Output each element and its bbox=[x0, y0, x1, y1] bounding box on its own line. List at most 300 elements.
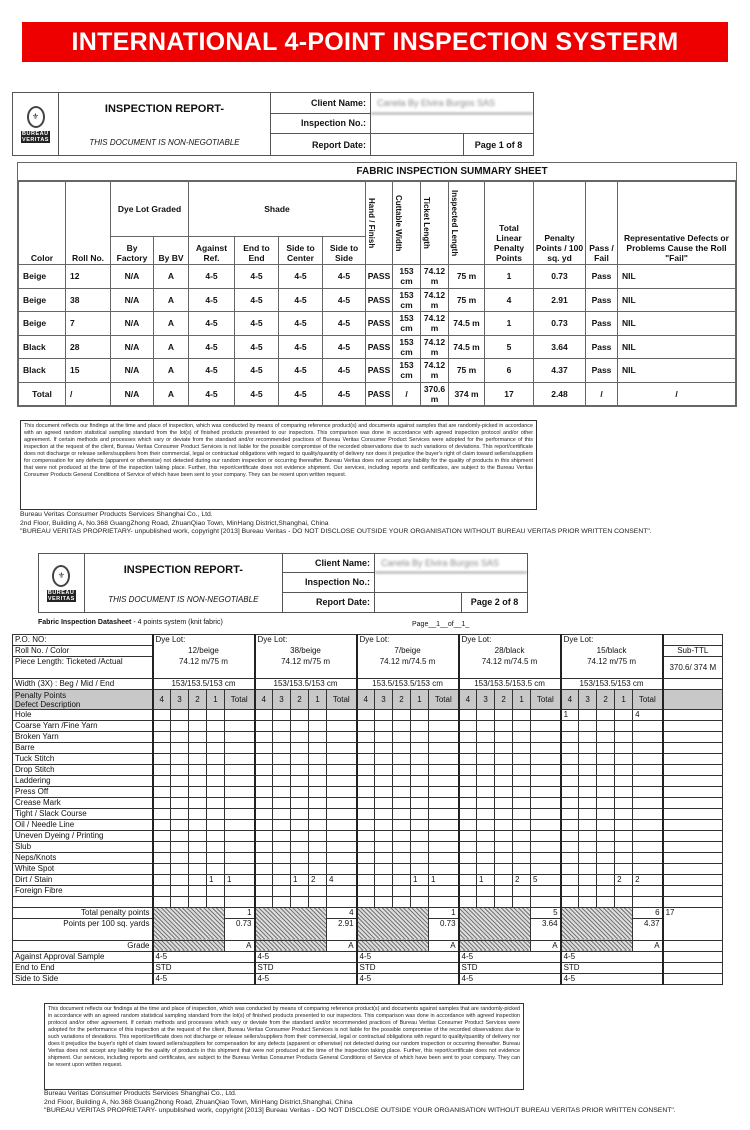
defect-cell bbox=[255, 765, 273, 776]
defect-cell bbox=[153, 886, 171, 897]
defect-row bbox=[13, 864, 723, 875]
defect-cell bbox=[459, 864, 477, 875]
defect-cell bbox=[477, 842, 495, 853]
hatched-cell bbox=[357, 907, 429, 940]
defect-cell bbox=[375, 798, 393, 809]
summary-cell-factory: N/A bbox=[111, 335, 154, 359]
blank-cell bbox=[663, 743, 723, 754]
defect-cell bbox=[429, 776, 459, 787]
defect-cell bbox=[291, 743, 309, 754]
defect-cell bbox=[273, 820, 291, 831]
defect-cell bbox=[393, 732, 411, 743]
defect-name: Slub bbox=[13, 842, 153, 853]
defect-cell bbox=[375, 886, 393, 897]
defect-cell bbox=[411, 721, 429, 732]
lot-against: 4-5 bbox=[255, 951, 357, 962]
defect-cell: 1 bbox=[411, 875, 429, 886]
defect-name: Hole bbox=[13, 710, 153, 721]
defect-cell bbox=[531, 776, 561, 787]
lot-piece-length: 74.12 m/75 m bbox=[153, 657, 255, 679]
points-header-total: Total bbox=[531, 690, 561, 710]
defect-cell bbox=[597, 776, 615, 787]
summary-cell-ss: 4-5 bbox=[323, 335, 366, 359]
defect-cell bbox=[411, 809, 429, 820]
defect-cell bbox=[357, 798, 375, 809]
defect-cell bbox=[291, 864, 309, 875]
report-date-value bbox=[371, 134, 463, 155]
lot-roll-color: 38/beige bbox=[255, 646, 357, 657]
defect-cell bbox=[309, 787, 327, 798]
inspection-no-label: Inspection No.: bbox=[271, 114, 371, 135]
defect-cell bbox=[579, 897, 597, 908]
defect-name: Neps/Knots bbox=[13, 853, 153, 864]
defect-cell bbox=[513, 776, 531, 787]
points-header-total: Total bbox=[225, 690, 255, 710]
defect-cell bbox=[189, 875, 207, 886]
defect-cell: 4 bbox=[633, 710, 663, 721]
defect-cell bbox=[429, 754, 459, 765]
col-representative-defects: Representative Defects or Problems Cause the Roll "Fail" bbox=[618, 182, 736, 265]
lot-end-to-end: STD bbox=[357, 962, 459, 973]
defect-cell bbox=[411, 787, 429, 798]
defect-cell bbox=[225, 831, 255, 842]
client-name-label: Client Name: bbox=[271, 93, 371, 114]
summary-cell-ee: 4-5 bbox=[235, 265, 279, 289]
defect-cell bbox=[273, 875, 291, 886]
col-color: Color bbox=[19, 182, 66, 265]
width-label: Width (3X) : Beg / Mid / End bbox=[13, 679, 153, 690]
defect-cell bbox=[207, 776, 225, 787]
summary-cell-ref: 4-5 bbox=[189, 382, 235, 406]
defect-cell bbox=[633, 842, 663, 853]
report-header-2 bbox=[38, 553, 528, 613]
defect-cell bbox=[393, 710, 411, 721]
defect-cell bbox=[357, 853, 375, 864]
defect-cell bbox=[597, 787, 615, 798]
defect-cell bbox=[579, 831, 597, 842]
summary-row bbox=[19, 335, 736, 359]
defect-cell bbox=[255, 875, 273, 886]
defect-cell bbox=[207, 886, 225, 897]
defect-cell bbox=[327, 897, 357, 908]
col-inspected-length: Inspected Length bbox=[449, 182, 485, 265]
defect-cell bbox=[531, 710, 561, 721]
defect-cell bbox=[393, 754, 411, 765]
hatched-cell bbox=[153, 907, 225, 940]
blank-cell bbox=[663, 897, 723, 908]
summary-cell-ppy: 0.73 bbox=[534, 265, 586, 289]
defect-cell bbox=[495, 831, 513, 842]
summary-cell-color: Black bbox=[19, 335, 66, 359]
defect-cell bbox=[393, 886, 411, 897]
blank-cell bbox=[663, 820, 723, 831]
col-hand-finish: Hand / Finish bbox=[366, 182, 393, 265]
defect-cell bbox=[393, 875, 411, 886]
summary-cell-width: 153 cm bbox=[393, 288, 421, 312]
lot-width: 153/153.5/153 cm bbox=[561, 679, 663, 690]
defect-cell bbox=[357, 754, 375, 765]
blank-cell bbox=[663, 776, 723, 787]
summary-cell-width: 153 cm bbox=[393, 359, 421, 383]
defect-cell bbox=[291, 754, 309, 765]
defect-cell bbox=[153, 776, 171, 787]
defect-cell bbox=[429, 864, 459, 875]
defect-cell bbox=[495, 754, 513, 765]
defect-cell bbox=[513, 798, 531, 809]
lot-piece-length: 74.12 m/75 m bbox=[255, 657, 357, 679]
defect-cell bbox=[633, 765, 663, 776]
blank-cell bbox=[663, 754, 723, 765]
blank-cell bbox=[663, 787, 723, 798]
defect-cell bbox=[291, 776, 309, 787]
points-header-3: 3 bbox=[477, 690, 495, 710]
defect-cell bbox=[273, 831, 291, 842]
defect-name bbox=[13, 897, 153, 908]
defect-cell bbox=[633, 886, 663, 897]
summary-cell-ref: 4-5 bbox=[189, 312, 235, 336]
defect-cell bbox=[225, 897, 255, 908]
defect-cell bbox=[357, 897, 375, 908]
defect-cell bbox=[429, 743, 459, 754]
defect-cell bbox=[531, 820, 561, 831]
report-date-label: Report Date: bbox=[283, 593, 375, 612]
defect-cell bbox=[429, 897, 459, 908]
defect-cell bbox=[375, 864, 393, 875]
summary-cell-insp: 74.5 m bbox=[449, 335, 485, 359]
defect-cell bbox=[561, 820, 579, 831]
summary-cell-pf: Pass bbox=[586, 335, 618, 359]
defect-cell bbox=[459, 798, 477, 809]
defect-cell bbox=[357, 721, 375, 732]
defect-cell bbox=[429, 710, 459, 721]
defect-cell bbox=[597, 820, 615, 831]
defect-cell bbox=[309, 842, 327, 853]
defect-cell bbox=[561, 798, 579, 809]
defect-cell bbox=[429, 798, 459, 809]
defect-cell bbox=[327, 886, 357, 897]
dye-lot-label: Dye Lot: bbox=[357, 635, 459, 646]
lot-width: 153.5/153.5/153 cm bbox=[357, 679, 459, 690]
defect-cell bbox=[291, 831, 309, 842]
company-address: 2nd Floor, Building A, No.368 GuangZhong Road, ZhuanQiao Town, MinHang District,Shanghai, China bbox=[44, 1098, 353, 1106]
defect-cell bbox=[495, 721, 513, 732]
blank-cell bbox=[663, 875, 723, 886]
summary-cell-sc: 4-5 bbox=[279, 359, 323, 383]
defect-cell bbox=[171, 787, 189, 798]
summary-cell-def: / bbox=[618, 382, 736, 406]
defect-cell bbox=[171, 732, 189, 743]
datasheet-page: Page__1__of__1_ bbox=[412, 621, 470, 628]
defect-row bbox=[13, 820, 723, 831]
lot-against: 4-5 bbox=[357, 951, 459, 962]
defect-name: Barre bbox=[13, 743, 153, 754]
blank-cell bbox=[663, 973, 723, 984]
defect-cell bbox=[309, 721, 327, 732]
report-info-grid bbox=[271, 93, 533, 155]
defect-cell bbox=[225, 787, 255, 798]
defect-cell bbox=[309, 754, 327, 765]
client-name-value: Canela By Elvira Burgos SAS bbox=[371, 93, 533, 114]
defect-cell bbox=[633, 743, 663, 754]
summary-cell-factory: N/A bbox=[111, 359, 154, 383]
defect-cell bbox=[513, 831, 531, 842]
defect-cell bbox=[459, 809, 477, 820]
defect-cell bbox=[393, 721, 411, 732]
defect-cell bbox=[291, 809, 309, 820]
summary-cell-pf: Pass bbox=[586, 359, 618, 383]
defect-cell bbox=[615, 864, 633, 875]
defect-cell bbox=[327, 765, 357, 776]
defect-cell bbox=[513, 864, 531, 875]
summary-cell-ss: 4-5 bbox=[323, 288, 366, 312]
defect-cell bbox=[429, 765, 459, 776]
defect-cell bbox=[255, 820, 273, 831]
points-header-2: 2 bbox=[291, 690, 309, 710]
piece-length-label: Piece Length: Ticketed /Actual bbox=[13, 657, 153, 679]
defect-cell bbox=[393, 820, 411, 831]
defect-cell bbox=[495, 886, 513, 897]
lot-side-to-side: 4-5 bbox=[153, 973, 255, 984]
defect-cell bbox=[375, 776, 393, 787]
summary-cell-ee: 4-5 bbox=[235, 312, 279, 336]
lot-against: 4-5 bbox=[459, 951, 561, 962]
defect-cell bbox=[477, 776, 495, 787]
defect-cell bbox=[495, 897, 513, 908]
blank-cell bbox=[663, 886, 723, 897]
defect-row bbox=[13, 897, 723, 908]
points-header-total: Total bbox=[429, 690, 459, 710]
defect-cell bbox=[327, 842, 357, 853]
defect-cell bbox=[597, 864, 615, 875]
defect-cell bbox=[633, 754, 663, 765]
defect-cell bbox=[309, 820, 327, 831]
page-number: Page 2 of 8 bbox=[461, 593, 527, 612]
summary-cell-pf: Pass bbox=[586, 312, 618, 336]
summary-cell-ticket: 74.12 m bbox=[421, 359, 449, 383]
defect-cell bbox=[225, 721, 255, 732]
defect-name: Press Off bbox=[13, 787, 153, 798]
defect-cell: 1 bbox=[561, 710, 579, 721]
defect-row bbox=[13, 886, 723, 897]
points-header-1: 1 bbox=[411, 690, 429, 710]
defect-cell bbox=[153, 897, 171, 908]
defect-cell bbox=[633, 853, 663, 864]
defect-cell bbox=[153, 864, 171, 875]
defect-cell bbox=[357, 842, 375, 853]
lot-end-to-end: STD bbox=[459, 962, 561, 973]
defect-cell bbox=[477, 787, 495, 798]
defect-cell bbox=[189, 831, 207, 842]
lot-piece-length: 74.12 m/75 m bbox=[561, 657, 663, 679]
points-per-100-label: Points per 100 sq. yards bbox=[13, 918, 153, 940]
penalty-defect-header: Penalty Points Defect Description bbox=[13, 690, 153, 710]
grade-label: Grade bbox=[13, 940, 153, 951]
defect-cell bbox=[189, 820, 207, 831]
page-number: Page 1 of 8 bbox=[463, 134, 533, 155]
col-against-ref: Against Ref. bbox=[189, 236, 235, 265]
defect-cell bbox=[411, 710, 429, 721]
defect-cell bbox=[291, 732, 309, 743]
company-name: Bureau Veritas Consumer Products Services Shanghai Co., Ltd. bbox=[44, 1090, 237, 1097]
defect-cell bbox=[255, 864, 273, 875]
defect-cell bbox=[579, 787, 597, 798]
summary-cell-ticket: 74.12 m bbox=[421, 312, 449, 336]
summary-cell-insp: 374 m bbox=[449, 382, 485, 406]
defect-cell bbox=[171, 798, 189, 809]
defect-cell bbox=[189, 842, 207, 853]
lot-end-to-end: STD bbox=[255, 962, 357, 973]
defect-row bbox=[13, 776, 723, 787]
defect-cell bbox=[309, 776, 327, 787]
blank-cell bbox=[663, 765, 723, 776]
defect-cell bbox=[459, 831, 477, 842]
defect-cell bbox=[429, 886, 459, 897]
blank-cell bbox=[663, 940, 723, 951]
defect-cell bbox=[375, 875, 393, 886]
defect-cell bbox=[429, 787, 459, 798]
lot-width: 153/153.5/153.5 cm bbox=[459, 679, 561, 690]
fabric-inspection-summary bbox=[17, 162, 737, 407]
client-name-value: Canela By Elvira Burgos SAS bbox=[375, 554, 527, 573]
defect-cell bbox=[477, 798, 495, 809]
defect-cell bbox=[327, 710, 357, 721]
defect-cell bbox=[225, 776, 255, 787]
defect-cell bbox=[615, 765, 633, 776]
defect-cell bbox=[561, 721, 579, 732]
defect-cell bbox=[459, 842, 477, 853]
defect-cell bbox=[561, 831, 579, 842]
summary-cell-ss: 4-5 bbox=[323, 359, 366, 383]
defect-cell bbox=[375, 853, 393, 864]
defect-cell bbox=[561, 897, 579, 908]
defect-cell bbox=[171, 809, 189, 820]
defect-cell bbox=[411, 743, 429, 754]
report-subtitle: THIS DOCUMENT IS NON-NEGOTIABLE bbox=[89, 138, 240, 147]
defect-cell bbox=[615, 831, 633, 842]
defect-cell bbox=[393, 831, 411, 842]
defect-cell bbox=[225, 853, 255, 864]
report-subtitle: THIS DOCUMENT IS NON-NEGOTIABLE bbox=[108, 595, 259, 604]
defect-cell bbox=[171, 743, 189, 754]
defect-cell: 1 bbox=[291, 875, 309, 886]
defect-cell bbox=[273, 721, 291, 732]
defect-row bbox=[13, 831, 723, 842]
defect-cell bbox=[411, 831, 429, 842]
summary-cell-ee: 4-5 bbox=[235, 359, 279, 383]
defect-cell bbox=[615, 743, 633, 754]
summary-cell-sc: 4-5 bbox=[279, 312, 323, 336]
defect-cell bbox=[255, 897, 273, 908]
defect-cell bbox=[579, 864, 597, 875]
summary-cell-hand: PASS bbox=[366, 288, 393, 312]
disclaimer-box-2: This document reflects our findings at the time and place of inspection, which was conducted by means of comparing reference product(s) and documents against samples that are randomly-picked in accordance with an agreed random statistical sampling standard from the lot(s) of finished products presented to our inspectors. This comparison was done in accordance with agreed inspection protocol and/or other agreement. If certain methods and processes which vary or deviate from the standard and/or recommended practices of Bureau Veritas Consumer Product Services were adopted for the performance of this inspection at the request of the client, Bureau Veritas Consumer Product Services is not liable for the possible compromise of the recorded observations due to such variations of deviations. This report/certificate does not discharge or release sellers/suppliers from their commercial, legal or contractual obligations with regard to quality/quantity of delivery nor does it prejudice the buyer's right of claim toward sellers/suppliers for compensation for any defects (apparent or otherwise) not detected during our random inspection or occurring thereafter. Bureau Veritas does not accept any liability for the quality of products in this shipment that were not produced at the time of the inspection taking place. Further, this report/certificate does not evidence shipment. Our services, including reports and certificates, are subject to the Bureau Veritas Consumer Products General Conditions of Service of which have been sent to your company. They can be resent upon written request. bbox=[44, 1003, 524, 1090]
defect-cell bbox=[393, 809, 411, 820]
logo-wordmark: BUREAU VERITAS bbox=[22, 130, 49, 143]
lot-grade: A bbox=[327, 940, 357, 951]
defect-cell bbox=[309, 710, 327, 721]
defect-cell bbox=[411, 765, 429, 776]
lot-grade: A bbox=[429, 940, 459, 951]
defect-cell bbox=[513, 765, 531, 776]
defect-cell bbox=[255, 732, 273, 743]
defect-cell bbox=[597, 743, 615, 754]
summary-cell-ee: 4-5 bbox=[235, 288, 279, 312]
blank-cell bbox=[663, 710, 723, 721]
defect-cell bbox=[255, 853, 273, 864]
defect-cell bbox=[531, 765, 561, 776]
defect-cell bbox=[327, 820, 357, 831]
defect-cell bbox=[255, 809, 273, 820]
defect-cell bbox=[429, 820, 459, 831]
defect-cell bbox=[327, 732, 357, 743]
defect-cell bbox=[327, 754, 357, 765]
defect-cell bbox=[327, 743, 357, 754]
defect-cell bbox=[597, 732, 615, 743]
defect-cell bbox=[171, 831, 189, 842]
defect-cell: 1 bbox=[207, 875, 225, 886]
lot-against: 4-5 bbox=[153, 951, 255, 962]
defect-cell bbox=[411, 754, 429, 765]
defect-cell bbox=[393, 842, 411, 853]
summary-cell-bv: A bbox=[154, 335, 189, 359]
defect-cell bbox=[189, 798, 207, 809]
defect-cell bbox=[597, 809, 615, 820]
datasheet-table bbox=[12, 634, 723, 985]
summary-cell-def: NIL bbox=[618, 359, 736, 383]
end-to-end-label: End to End bbox=[13, 962, 153, 973]
defect-cell bbox=[411, 842, 429, 853]
summary-cell-insp: 74.5 m bbox=[449, 312, 485, 336]
defect-row bbox=[13, 765, 723, 776]
summary-row bbox=[19, 359, 736, 383]
defect-cell bbox=[171, 820, 189, 831]
defect-cell bbox=[189, 710, 207, 721]
defect-cell bbox=[411, 798, 429, 809]
report-date-value bbox=[375, 593, 461, 612]
defect-cell bbox=[393, 787, 411, 798]
summary-cell-factory: N/A bbox=[111, 265, 154, 289]
defect-cell bbox=[495, 776, 513, 787]
defect-cell bbox=[153, 842, 171, 853]
defect-cell: 1 bbox=[225, 875, 255, 886]
defect-cell bbox=[561, 853, 579, 864]
hatched-cell bbox=[255, 940, 327, 951]
defect-cell bbox=[429, 809, 459, 820]
defect-cell bbox=[393, 853, 411, 864]
defect-cell bbox=[153, 853, 171, 864]
defect-cell bbox=[171, 721, 189, 732]
defect-name: Drop Stitch bbox=[13, 765, 153, 776]
summary-cell-roll: 7 bbox=[66, 312, 111, 336]
defect-cell bbox=[393, 897, 411, 908]
defect-cell bbox=[531, 732, 561, 743]
defect-cell bbox=[375, 743, 393, 754]
defect-cell bbox=[309, 743, 327, 754]
col-ticket-length: Ticket Length bbox=[421, 182, 449, 265]
defect-cell bbox=[411, 864, 429, 875]
defect-cell bbox=[513, 897, 531, 908]
summary-cell-tlp: 6 bbox=[485, 359, 534, 383]
defect-cell bbox=[171, 765, 189, 776]
report-header-1 bbox=[12, 92, 534, 156]
summary-cell-ppy: 3.64 bbox=[534, 335, 586, 359]
defect-cell bbox=[255, 831, 273, 842]
company-address-1 bbox=[20, 511, 740, 537]
defect-cell bbox=[459, 765, 477, 776]
points-header-1: 1 bbox=[615, 690, 633, 710]
summary-cell-color: Total bbox=[19, 382, 66, 406]
points-header-total: Total bbox=[327, 690, 357, 710]
